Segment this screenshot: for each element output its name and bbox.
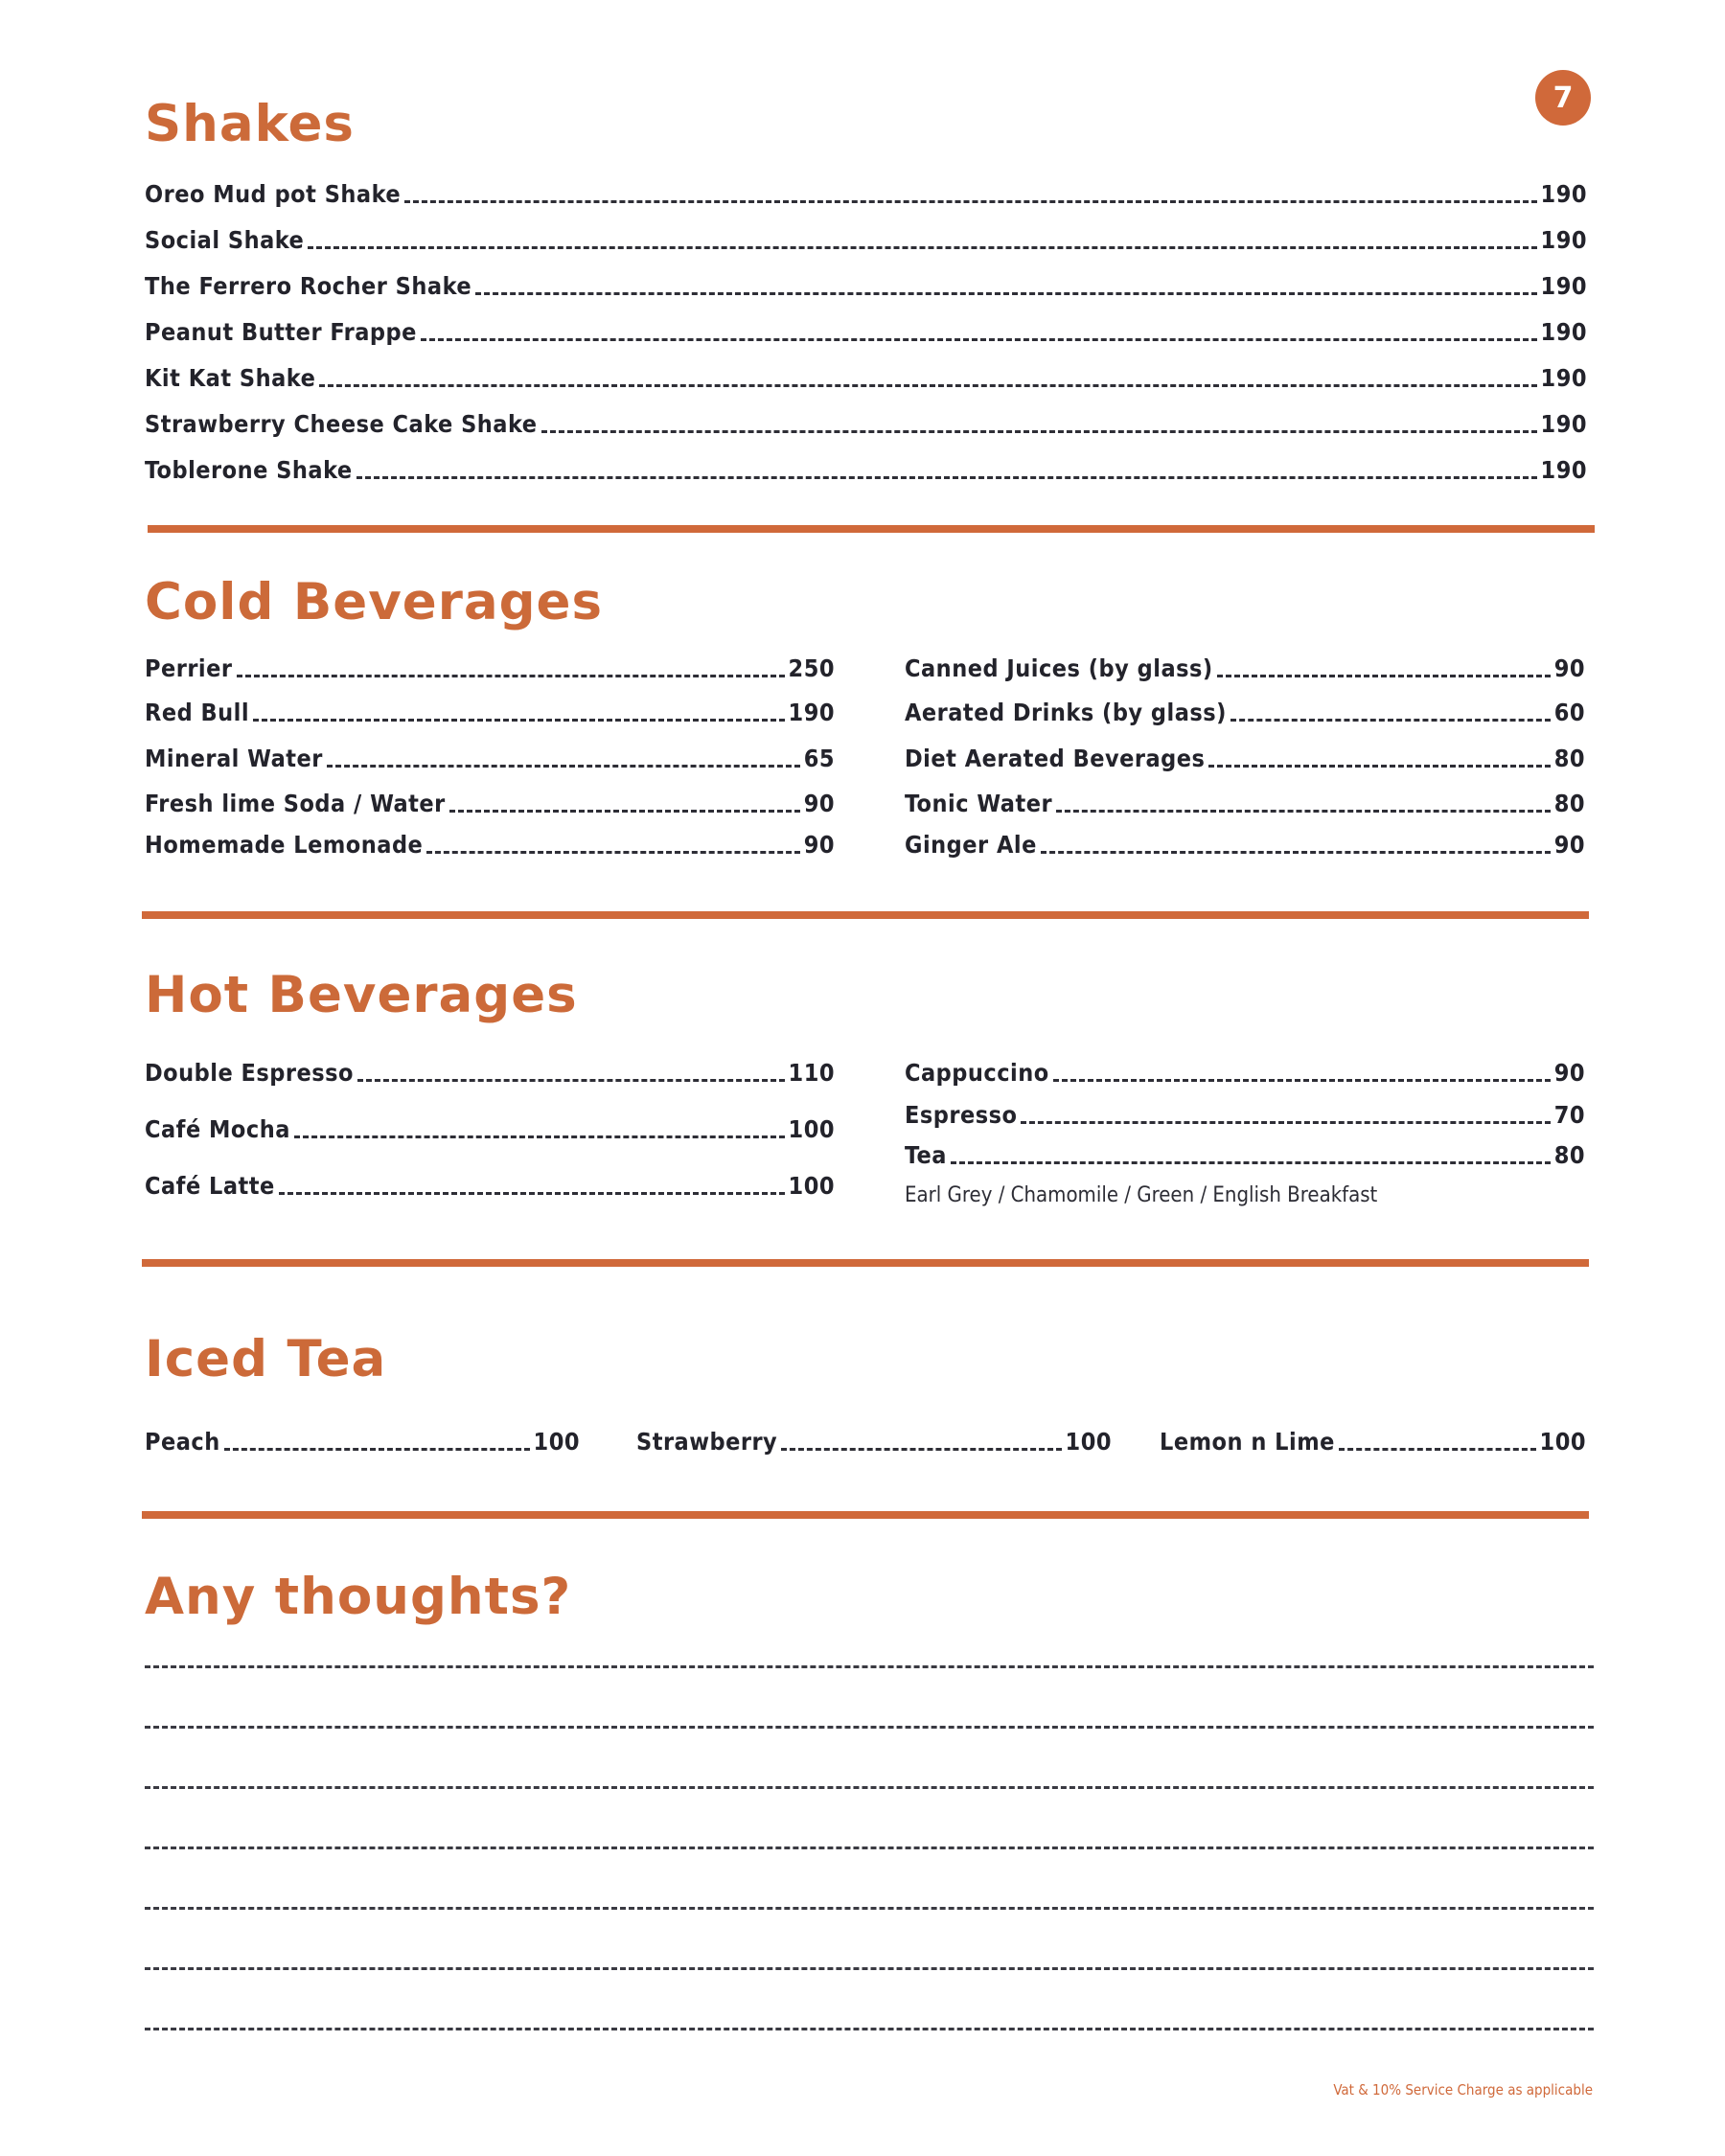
feedback-writing-line (145, 1907, 1594, 1910)
menu-item (905, 700, 1585, 724)
dotted-leader (475, 292, 1536, 295)
item-price: 100 (1065, 1428, 1112, 1456)
dotted-leader (781, 1448, 1061, 1451)
menu-item (145, 320, 1587, 344)
menu-item (145, 366, 1587, 390)
menu-item (905, 656, 1585, 680)
menu-item (1160, 1430, 1586, 1454)
hot-beverages-title: Hot Beverages (145, 966, 578, 1024)
menu-item (145, 1174, 835, 1198)
dotted-leader (1021, 1121, 1550, 1124)
item-name: The Ferrero Rocher Shake (145, 272, 472, 300)
dotted-leader (237, 675, 785, 677)
cold-beverages-title: Cold Beverages (145, 573, 604, 631)
menu-item (905, 1143, 1585, 1167)
dotted-leader (327, 765, 800, 768)
feedback-writing-line (145, 1726, 1594, 1729)
dotted-leader (1217, 675, 1551, 677)
shakes-title: Shakes (145, 95, 355, 153)
item-price: 190 (1540, 364, 1587, 392)
item-price: 100 (533, 1428, 580, 1456)
dotted-leader (951, 1161, 1551, 1164)
menu-item (145, 458, 1587, 482)
item-name: Peanut Butter Frappe (145, 318, 417, 346)
menu-item (905, 1061, 1585, 1085)
iced-tea-title: Iced Tea (145, 1330, 387, 1388)
dotted-leader (308, 246, 1536, 249)
menu-item (145, 833, 835, 857)
item-name: Oreo Mud pot Shake (145, 180, 402, 208)
item-name: Strawberry (636, 1428, 778, 1456)
menu-item (145, 656, 835, 680)
item-price: 190 (1540, 226, 1587, 254)
item-price: 100 (788, 1115, 835, 1143)
item-price: 90 (1553, 654, 1585, 682)
dotted-leader (253, 719, 784, 722)
dotted-leader (224, 1448, 530, 1451)
item-name: Kit Kat Shake (145, 364, 316, 392)
dotted-leader (279, 1192, 785, 1195)
item-price: 190 (1540, 180, 1587, 208)
any-thoughts-title: Any thoughts? (145, 1568, 572, 1626)
feedback-writing-line (145, 1967, 1594, 1970)
item-price: 90 (1553, 831, 1585, 859)
section-divider (142, 911, 1589, 919)
item-name: Cappuccino (905, 1059, 1049, 1087)
item-name: Aerated Drinks (by glass) (905, 699, 1227, 726)
item-name: Canned Juices (by glass) (905, 654, 1213, 682)
item-name: Diet Aerated Beverages (905, 745, 1206, 772)
feedback-writing-line (145, 2028, 1594, 2030)
service-charge-note: Vat & 10% Service Charge as applicable (1333, 2081, 1593, 2099)
section-divider (142, 1511, 1589, 1519)
item-price: 80 (1553, 1141, 1585, 1169)
menu-item (145, 274, 1587, 298)
item-name: Café Latte (145, 1172, 275, 1200)
menu-item (145, 746, 835, 770)
dotted-leader (1339, 1448, 1536, 1451)
item-price: 190 (1540, 410, 1587, 438)
dotted-leader (357, 1079, 785, 1082)
item-name: Café Mocha (145, 1115, 290, 1143)
item-name: Red Bull (145, 699, 250, 726)
feedback-writing-line (145, 1846, 1594, 1849)
item-name: Double Espresso (145, 1059, 354, 1087)
tea-varieties-note: Earl Grey / Chamomile / Green / English Breakfast (905, 1183, 1378, 1207)
item-name: Tonic Water (905, 790, 1053, 817)
item-name: Fresh lime Soda / Water (145, 790, 446, 817)
dotted-leader (449, 810, 800, 813)
menu-item (145, 1117, 835, 1141)
item-price: 90 (803, 831, 835, 859)
item-price: 65 (803, 745, 835, 772)
item-name: Lemon n Lime (1160, 1428, 1335, 1456)
menu-item (145, 1430, 580, 1454)
dotted-leader (294, 1135, 785, 1138)
item-price: 190 (788, 699, 835, 726)
item-name: Mineral Water (145, 745, 323, 772)
menu-item (636, 1430, 1112, 1454)
menu-item (905, 1103, 1585, 1127)
dotted-leader (404, 200, 1536, 203)
feedback-writing-line (145, 1665, 1594, 1668)
item-price: 90 (803, 790, 835, 817)
dotted-leader (1208, 765, 1550, 768)
item-price: 60 (1553, 699, 1585, 726)
dotted-leader (319, 384, 1536, 387)
item-price: 100 (788, 1172, 835, 1200)
item-price: 100 (1539, 1428, 1586, 1456)
item-name: Social Shake (145, 226, 305, 254)
page-number-badge: 7 (1535, 70, 1591, 126)
item-name: Espresso (905, 1101, 1018, 1129)
item-name: Strawberry Cheese Cake Shake (145, 410, 538, 438)
item-price: 110 (788, 1059, 835, 1087)
item-name: Ginger Ale (905, 831, 1037, 859)
item-name: Toblerone Shake (145, 456, 353, 484)
section-divider (148, 525, 1595, 533)
item-name: Homemade Lemonade (145, 831, 424, 859)
item-price: 190 (1540, 456, 1587, 484)
dotted-leader (541, 430, 1537, 433)
item-price: 190 (1540, 318, 1587, 346)
dotted-leader (1230, 719, 1551, 722)
item-name: Tea (905, 1141, 947, 1169)
dotted-leader (1056, 810, 1551, 813)
menu-item (905, 833, 1585, 857)
item-name: Peach (145, 1428, 220, 1456)
menu-item (145, 412, 1587, 436)
menu-item (905, 746, 1585, 770)
menu-item (145, 182, 1587, 206)
item-price: 80 (1553, 745, 1585, 772)
item-price: 70 (1553, 1101, 1585, 1129)
menu-item (145, 228, 1587, 252)
item-name: Perrier (145, 654, 233, 682)
menu-item (145, 1061, 835, 1085)
menu-item (905, 791, 1585, 815)
menu-item (145, 700, 835, 724)
item-price: 190 (1540, 272, 1587, 300)
item-price: 90 (1553, 1059, 1585, 1087)
feedback-writing-line (145, 1786, 1594, 1789)
section-divider (142, 1259, 1589, 1267)
dotted-leader (426, 851, 799, 854)
item-price: 80 (1553, 790, 1585, 817)
item-price: 250 (788, 654, 835, 682)
dotted-leader (421, 338, 1537, 341)
dotted-leader (1041, 851, 1551, 854)
dotted-leader (1053, 1079, 1551, 1082)
menu-item (145, 791, 835, 815)
dotted-leader (356, 476, 1537, 479)
